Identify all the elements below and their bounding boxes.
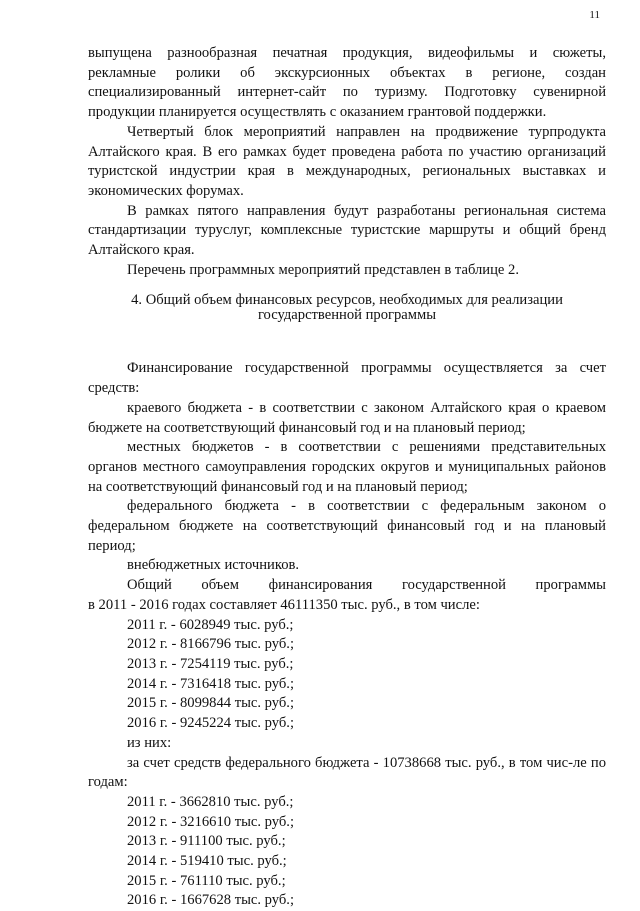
paragraph-fifth-direction: В рамках пятого направления будут разработаны региональная система стандартизации туруслуг, комплексные туристские маршруты и общий бренд Алтайского края. (88, 202, 606, 259)
federal-year-line: 2012 г. - 3216610 тыс. руб.; (127, 813, 295, 830)
paragraph-fourth-block: Четвертый блок мероприятий направлен на продвижение турпродукта Алтайского края. В его рамках будет проведена работа по участию организаций туристской индустрии края в международных, региональных выставках и экономических форумах. (88, 123, 606, 199)
section-heading: 4. Общий объем финансовых ресурсов, необходимых для реализации государственной программы (131, 292, 563, 324)
total-year-line: 2012 г. - 8166796 тыс. руб.; (127, 636, 295, 653)
source-federal-budget: федерального бюджета - в соответствии с федеральным законом о федеральном бюджете на соответствующий финансовый год и на плановый период; (88, 498, 606, 554)
total-year-line: 2013 г. - 7254119 тыс. руб.; (127, 655, 294, 672)
total-year-line: 2015 г. - 8099844 тыс. руб.; (127, 695, 295, 712)
total-volume-first-line (88, 576, 606, 596)
page-number: 11 (589, 9, 600, 21)
source-local-budgets: местных бюджетов - в соответствии с решениями представительных органов местного самоуправления городских округов и муниципальных районов на соответствующий финансовый год и на плановый период; (88, 439, 606, 495)
total-volume-second-line: в 2011 - 2016 годах составляет 46111350 тыс. руб., в том числе: (88, 596, 480, 613)
federal-funding-intro: за счет средств федерального бюджета - 10738668 тыс. руб., в том чис-ле по годам: (88, 754, 606, 791)
source-regional-budget: краевого бюджета - в соответствии с законом Алтайского края о краевом бюджете на соответствующий финансовый год и на плановый период; (88, 399, 606, 436)
financing-intro: Финансирование государственной программы осуществляется за счет средств: (88, 360, 606, 397)
total-year-line: 2014 г. - 7316418 тыс. руб.; (127, 675, 295, 692)
word: финансирования (268, 577, 373, 594)
word: государственной (401, 577, 506, 594)
federal-year-line: 2011 г. - 3662810 тыс. руб.; (127, 793, 294, 810)
federal-year-line: 2014 г. - 519410 тыс. руб.; (127, 853, 287, 870)
word: программы (535, 577, 606, 594)
of-them-label: из них: (127, 734, 172, 751)
federal-year-line: 2013 г. - 911100 тыс. руб.; (127, 833, 286, 850)
federal-year-line: 2016 г. - 1667628 тыс. руб.; (127, 892, 295, 909)
source-extrabudgetary: внебюджетных источников. (127, 557, 300, 574)
paragraph-continuation: выпущена разнообразная печатная продукция, видеофильмы и сюжеты, рекламные ролики об экскурсионных объектах в регионе, создан специализированный интернет-сайт по туризму. Подготовку сувенирной продукции планируется осуществлять с оказанием грантовой поддержки. (88, 45, 606, 121)
total-year-line: 2016 г. - 9245224 тыс. руб.; (127, 715, 295, 732)
total-year-line: 2011 г. - 6028949 тыс. руб.; (127, 616, 294, 633)
page-content (88, 44, 606, 911)
paragraph-table-reference: Перечень программных мероприятий представлен в таблице 2. (127, 261, 519, 278)
word: объем (201, 577, 240, 594)
federal-year-line: 2015 г. - 761110 тыс. руб.; (127, 872, 286, 889)
word: Общий (127, 577, 172, 594)
